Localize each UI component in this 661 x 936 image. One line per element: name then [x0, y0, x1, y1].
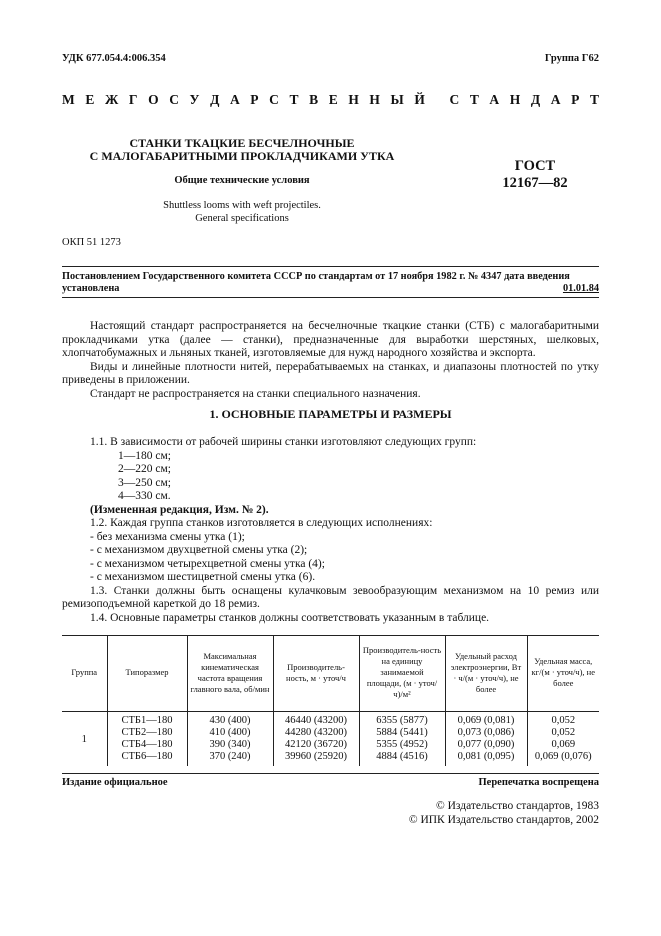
heading-letter: М [62, 92, 75, 107]
cell: 0,069 (0,076) [527, 751, 599, 766]
clause-1-3: 1.3. Станки должны быть оснащены кулачковым зевообразующим механизмом на 10 ремиз или ремизоподъемной кареткой до 18 ремиз. [62, 584, 599, 610]
cell: СТБ2—180 [107, 727, 187, 739]
decree-text [62, 271, 599, 295]
group-cell: 1 [81, 734, 87, 745]
heading-letter: В [309, 92, 319, 107]
copyright-2002: © ИПК Издательство стандартов, 2002 [408, 814, 599, 826]
english-title-line-2: General specifications [195, 212, 289, 224]
table-header-row [62, 635, 599, 711]
official-edition-label: Издание официальное [62, 777, 168, 788]
heading-letter: Т [289, 92, 299, 107]
header-max-frequency: Максимальная кинематическая частота вращения главного вала, об/мин [187, 635, 273, 711]
intro-section [62, 320, 599, 401]
header-group: Группа [62, 635, 107, 711]
title-line-1: СТАНКИ ТКАЦКИЕ БЕСЧЕЛНОЧНЫЕ [129, 136, 355, 150]
cell: 46440 (43200) [273, 711, 359, 727]
parameters-table [62, 635, 599, 766]
cell: 370 (240) [187, 751, 273, 766]
decree-line-1: Постановлением Государственного комитета СССР по стандартам от 17 ноября 1982 г. № 4347 дата введения [62, 271, 570, 282]
cell: 0,069 (0,081) [445, 711, 527, 727]
cell: 0,069 [527, 739, 599, 751]
heading-letter [436, 92, 439, 108]
section-1-body [62, 436, 599, 625]
heading-letter: Н [348, 92, 359, 107]
heading-letter: А [550, 92, 561, 107]
clause-1-1: 1.1. В зависимости от рабочей ширины станки изготовляют следующих групп: [90, 436, 477, 448]
cell: 5355 (4952) [359, 739, 445, 751]
cell: СТБ6—180 [107, 751, 187, 766]
standard-type-heading [62, 92, 599, 108]
header-productivity: Производитель-ность, м · уточ/ч [273, 635, 359, 711]
copyright-1983: © Издательство стандартов, 1983 [435, 800, 599, 812]
cell: 42120 (36720) [273, 739, 359, 751]
introduction-date: 01.01.84 [562, 283, 599, 294]
reprint-prohibited-label: Перепечатка воспрещена [478, 777, 599, 788]
heading-letter: С [449, 92, 460, 107]
cell: 0,073 (0,086) [445, 727, 527, 739]
cell: СТБ1—180 [107, 711, 187, 727]
variant-item: - с механизмом двухцветной смены утка (2); [90, 544, 308, 556]
cell: 5884 (5441) [359, 727, 445, 739]
header-productivity-per-area: Производитель-ность на единицу занимаемой площади, (м · уточ/ч)/м² [359, 635, 445, 711]
group-item: 1—180 см; [118, 449, 171, 462]
heading-letter: Н [369, 92, 380, 107]
clause-1-4: 1.4. Основные параметры станков должны соответствовать указанным в таблице. [90, 611, 490, 624]
cell: 4884 (4516) [359, 751, 445, 766]
footer-rule [62, 773, 599, 774]
cell: 0,052 [527, 727, 599, 739]
amendment-note: (Измененная редакция, Изм. № 2). [90, 503, 269, 516]
cell: 6355 (5877) [359, 711, 445, 727]
divider-bottom [62, 297, 599, 298]
group-item: 4—330 см. [118, 490, 171, 502]
cell: 44280 (43200) [273, 727, 359, 739]
variant-item: - с механизмом шестицветной смены утка (6). [90, 571, 316, 583]
decree-line-2: установлена [62, 283, 120, 294]
heading-letter: А [229, 92, 240, 107]
document-subtitle: Общие технические условия [174, 175, 310, 186]
udk-code: УДК 677.054.4:006.354 [62, 53, 166, 64]
heading-letter: У [189, 92, 200, 107]
header-specific-mass: Удельная масса, кг/(м · уточ/ч), не более [527, 635, 599, 711]
group-item: 2—220 см; [118, 463, 171, 475]
cell: 39960 (25920) [273, 751, 359, 766]
heading-letter: Р [571, 92, 580, 107]
variant-item: - с механизмом четырехцветной смены утка (4); [90, 557, 325, 570]
cell: 430 (400) [187, 711, 273, 727]
heading-letter: С [269, 92, 279, 107]
heading-letter: Е [328, 92, 338, 107]
gost-label: ГОСТ [514, 158, 556, 174]
header-energy-consumption: Удельный расход электроэнергии, Вт · ч/(м · уточ/ч), не более [445, 635, 527, 711]
heading-letter: Р [250, 92, 259, 107]
variant-item: - без механизма смены утка (1); [90, 530, 245, 543]
group-code: Группа Г62 [544, 53, 599, 64]
heading-letter: Т [469, 92, 479, 107]
document-title [72, 137, 412, 163]
heading-letter: О [148, 92, 159, 107]
heading-letter: Т [589, 92, 599, 107]
heading-letter: Д [210, 92, 220, 107]
cell: 0,077 (0,090) [445, 739, 527, 751]
copyright-block [409, 799, 599, 827]
cell: 0,081 (0,095) [445, 751, 527, 766]
heading-letter: Ж [104, 92, 119, 107]
cell: 0,052 [527, 711, 599, 727]
okp-code: ОКП 51 1273 [62, 237, 121, 248]
table-row [62, 727, 599, 739]
divider-top [62, 266, 599, 267]
english-title [72, 200, 412, 225]
intro-paragraph-1: Настоящий стандарт распространяется на бесчелночные ткацкие станки (СТБ) с малогабаритными прокладчиками утка (далее — станки), предназначенные для выработки шерстяных, шелковых, хлопчатобумажных и льняных тканей, изготовляемые для нужд народного хозяйства и экспорта. [62, 320, 599, 359]
group-item: 3—250 см; [118, 476, 171, 489]
section-1-title: 1. ОСНОВНЫЕ ПАРАМЕТРЫ И РАЗМЕРЫ [209, 407, 452, 421]
heading-letter: Е [85, 92, 95, 107]
gost-number: 12167—82 [502, 175, 568, 191]
cell: 390 (340) [187, 739, 273, 751]
gost-number-block [475, 158, 595, 192]
title-line-2: С МАЛОГАБАРИТНЫМИ ПРОКЛАДЧИКАМИ УТКА [89, 149, 395, 163]
heading-letter: Й [414, 92, 425, 107]
clause-1-2: 1.2. Каждая группа станков изготовляется в следующих исполнениях: [90, 517, 433, 529]
heading-letter: Ы [390, 92, 404, 107]
heading-letter: А [489, 92, 500, 107]
cell: СТБ4—180 [107, 739, 187, 751]
table-row [62, 711, 599, 727]
heading-letter: Г [128, 92, 138, 107]
english-title-line-1: Shuttless looms with weft projectiles. [163, 200, 321, 211]
heading-letter: Д [530, 92, 541, 107]
heading-letter: С [169, 92, 179, 107]
table-row [62, 751, 599, 766]
heading-letter: Н [509, 92, 521, 107]
intro-paragraph-3: Стандарт не распространяется на станки специального назначения. [90, 387, 421, 400]
header-type-size: Типоразмер [107, 635, 187, 711]
intro-paragraph-2: Виды и линейные плотности нитей, перерабатываемых на станках, и диапазоны плотностей по утку приведены в приложении. [62, 360, 599, 386]
cell: 410 (400) [187, 727, 273, 739]
table-row [62, 739, 599, 751]
